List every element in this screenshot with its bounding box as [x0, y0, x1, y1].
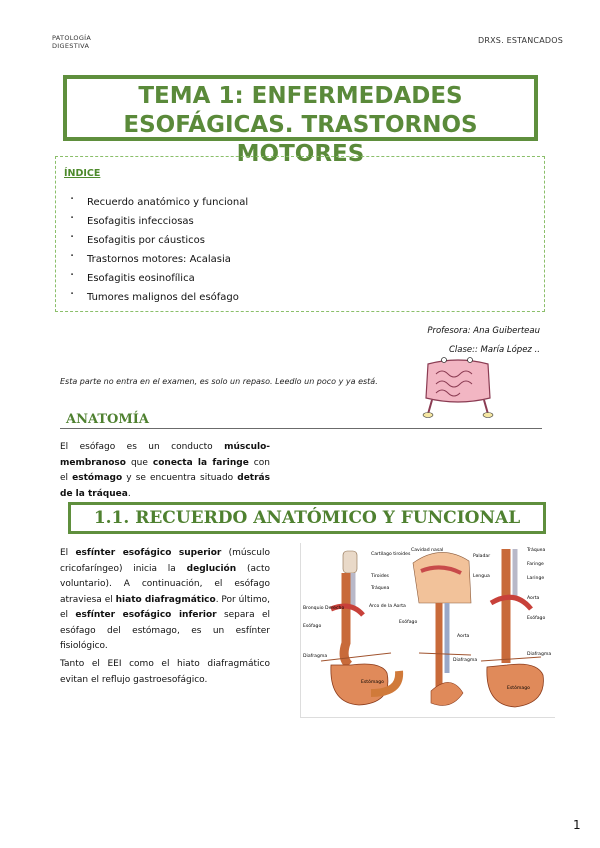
label-right: Estómago [507, 686, 530, 691]
label-right: Diafragma [527, 652, 552, 657]
text-run: y se encuentra situado [122, 473, 238, 483]
label-left: Tiroides [371, 574, 389, 579]
text-run: (músculo cricofaríngeo) inicia la [60, 548, 270, 574]
text-bold: estómago [72, 473, 123, 483]
label-middle: Paladar [473, 554, 491, 559]
esophagus-diagram [300, 543, 555, 718]
class-credit: Clase:: María López .. [448, 345, 540, 355]
label-right: Esófago [527, 616, 546, 621]
page-number: 1 [573, 818, 581, 832]
index-item: · Esofagitis por cáusticos [70, 234, 248, 253]
label-left: Diafragma [303, 654, 328, 659]
label-middle: Esófago [399, 620, 418, 625]
label-middle: Cavidad nasal [411, 548, 444, 553]
text-run: que [125, 457, 153, 468]
text-bold: hiato diafragmático [115, 594, 216, 605]
text-bold: deglución [186, 563, 237, 574]
label-left: Cartílago tiroides [371, 552, 411, 557]
label-middle: Aorta [457, 634, 470, 639]
header-group: DRXS. ESTANCADOS [478, 36, 564, 45]
index-item: · Recuerdo anatómico y funcional [70, 196, 248, 215]
title-line1: TEMA 1: ENFERMEDADES [138, 83, 463, 109]
label-right: Laringe [527, 576, 545, 581]
text-run: separa el esófago del estómago, es un esfínter fisiológico. [60, 610, 270, 651]
title-line2: ESOFÁGICAS. TRASTORNOS MOTORES [123, 112, 478, 167]
text-bold: esfínter esofágico inferior [75, 610, 217, 620]
header-subject-line1: PATOLOGÍA [52, 34, 92, 42]
index-item: · Esofagitis eosinofílica [70, 272, 248, 291]
text-bold: detrás de la tráquea [60, 473, 270, 499]
review-note: Esta parte no entra en el examen, es solo un repaso. Leedlo un poco y ya está. [60, 377, 378, 386]
section-paragraph-2: Tanto el EEI como el hiato diafragmático evitan el reflujo gastroesofágico. [60, 659, 270, 685]
esophagus-diagram-svg [301, 543, 555, 717]
index-item: · Tumores malignos del esófago [70, 291, 248, 310]
anatomy-heading: ANATOMÍA [66, 412, 149, 427]
text-run: . [127, 488, 131, 499]
index-heading: ÍNDICE [64, 168, 101, 179]
label-left: Esófago [303, 624, 322, 629]
text-bold: esfínter esofágico superior [75, 548, 222, 558]
professor-credit: Profesora: Ana Guiberteau [427, 326, 540, 336]
text-run: con el [60, 457, 270, 483]
page-title [63, 75, 538, 167]
header-subject [52, 34, 91, 50]
anatomy-paragraph [60, 440, 270, 502]
text-run: . Por último, el [60, 594, 271, 620]
label-left: Estómago [361, 680, 384, 685]
label-right: Tráquea [527, 548, 546, 553]
index-item: · Trastornos motores: Acalasia [70, 253, 248, 272]
header-subject-line2: DIGESTIVA [52, 42, 90, 50]
text-bold: conecta la faringe [152, 457, 249, 468]
section-heading: 1.1. RECUERDO ANATÓMICO Y FUNCIONAL [68, 502, 546, 534]
text-run: El [60, 548, 76, 558]
section-paragraph-1 [60, 546, 270, 655]
label-left: Bronquio Derecho [303, 606, 345, 611]
index-item: · Esofagitis infecciosas [70, 215, 248, 234]
text-run: El esófago es un conducto [60, 442, 225, 452]
text-bold: músculo-membranoso [60, 442, 270, 468]
label-left: Arco de la Aorta [369, 604, 406, 609]
label-middle: Diafragma [453, 658, 478, 663]
index-list [70, 196, 248, 310]
label-middle: Lengua [473, 574, 490, 579]
label-right: Faringe [527, 562, 544, 567]
label-left: Tráquea [371, 586, 390, 591]
intestine-illustration [418, 356, 498, 418]
label-right: Aorta [527, 596, 540, 601]
text-run: (acto voluntario). A continuación, el esófago atraviesa el [60, 563, 270, 605]
